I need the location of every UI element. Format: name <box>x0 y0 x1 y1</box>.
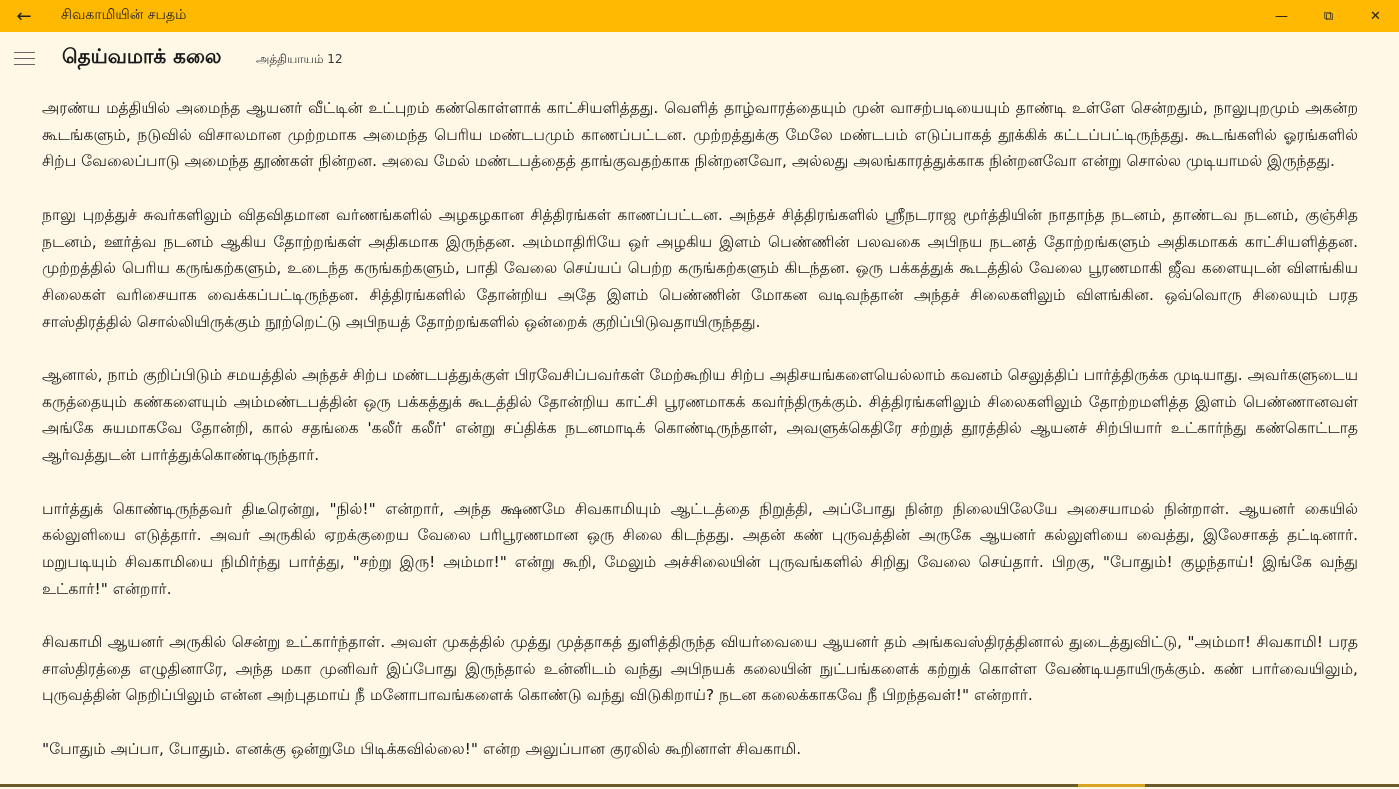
hamburger-menu-icon[interactable] <box>14 52 35 65</box>
minimize-button[interactable] <box>1258 0 1305 32</box>
app-title: சிவகாமியின் சபதம் <box>61 7 187 23</box>
paragraph: அரண்ய மத்தியில் அமைந்த ஆயனர் வீட்டின் உட்புறம் கண்கொள்ளாக் காட்சியளித்தது. வெளித் தாழ்வாரத்தையும் முன் வாசற்படியையும் தாண்டி உள்ளே சென்றதும், நாலுபுறமும் அகன்ற கூடங்களும், நடுவில் விசாலமான முற்றமாக அமைந்த பெரிய மண்டபமும் காணப்பட்டன. முற்றத்துக்கு மேலே மண்டபம் எடுப்பாகத் தூக்கிக் கட்டப்பட்டிருந்தது. கூடங்களில் ஓரங்களில் சிற்ப வேலைப்பாடு அமைந்த தூண்கள் நின்றன. அவை மேல் மண்டபத்தைத் தாங்குவதற்காக நின்றனவோ, அல்லது அலங்காரத்துக்காக நின்றனவோ என்று சொல்ல முடியாமல் இருந்தது. <box>42 99 1358 171</box>
paragraph: "போதும் அப்பா, போதும். எனக்கு ஒன்றுமே பிடிக்கவில்லை!" என்ற அலுப்பான குரலில் கூறினாள் சிவகாமி. <box>42 739 802 758</box>
restore-icon: ⧉ <box>1323 8 1334 24</box>
arrow-left-icon: ← <box>16 5 32 27</box>
paragraph: ஆனால், நாம் குறிப்பிடும் சமயத்தில் அந்தச் சிற்ப மண்டபத்துக்குள் பிரவேசிப்பவர்கள் மேற்கூறிய சிற்ப அதிசயங்களையெல்லாம் கவனம் செலுத்திப் பார்த்திருக்க முடியாது. அவர்களுடைய கருத்தையும் கண்களையும் அம்மண்டபத்தின் ஒரு பக்கத்துக் கூடத்தில் தோன்றிய காட்சி பூரணமாகக் கவர்ந்திருக்கும். சித்திரங்களிலும் சிலைகளிலும் தோற்றமளித்த இளம் பெண்ணானவள் அங்கே சுயமாகவே தோன்றி, கால் சதங்கை 'கலீர் கலீர்' என்று சப்திக்க நடனமாடிக் கொண்டிருந்தாள், அவளுக்கெதிரே சற்றுத் தூரத்தில் ஆயனச் சிற்பியார் உட்கார்ந்து கண்கொட்டாத ஆர்வத்துடன் பார்த்துக்கொண்டிருந்தார். <box>42 366 1358 465</box>
minimize-icon: — <box>1275 8 1288 24</box>
close-icon: ✕ <box>1370 8 1381 24</box>
close-button[interactable] <box>1352 0 1399 32</box>
chapter-content <box>42 95 1358 789</box>
paragraph: நாலு புறத்துச் சுவர்களிலும் விதவிதமான வர்ணங்களில் அழகழகான சித்திரங்கள் காணப்பட்டன. அந்தச் சித்திரங்களில் ஸ்ரீநடராஜ மூர்த்தியின் நாதாந்த நடனம், தாண்டவ நடனம், குஞ்சித நடனம், ஊர்த்வ நடனம் ஆகிய தோற்றங்கள் அதிகமாக இருந்தன. அம்மாதிரியே ஒர் அழகிய இளம் பெண்ணின் பலவகை அபிநய நடனத் தோற்றங்களும் அதிகமாகக் காட்சியளித்தன. முற்றத்தில் பெரிய கருங்கற்களும், உடைந்த கருங்கற்களும், பாதி வேலை செய்யப் பெற்ற கருங்கற்களும் கிடந்தன. ஒரு பக்கத்துக் கூடத்தில் வேலை பூரணமாகி ஜீவ களையுடன் விளங்கிய சிலைகள் வரிசையாக வைக்கப்பட்டிருந்தன. சித்திரங்களில் தோன்றிய அதே இளம் பெண்ணின் மோகன வடிவந்தான் அந்தச் சிலைகளிலும் விளங்கின. ஒவ்வொரு சிலையும் பரத சாஸ்திரத்தில் சொல்லியிருக்கும் நூற்றெட்டு அபிநயத் தோற்றங்களில் ஒன்றைக் குறிப்பிடுவதாயிருந்தது. <box>42 205 1358 331</box>
chapter-header <box>0 32 1399 84</box>
paragraph: பார்த்துக் கொண்டிருந்தவர் திடீரென்று, "நில்!" என்றார், அந்த க்ஷணமே சிவகாமியும் ஆட்டத்தை நிறுத்தி, அப்போது நின்ற நிலையிலேயே அசையாமல் நின்றாள். ஆயனர் கையில் கல்லுளியை எடுத்தார். அவர் அருகில் ஏறக்குறைய வேலை பரிபூரணமான ஒரு சிலை கிடந்தது. அதன் கண் புருவத்தின் அருகே ஆயனர் கல்லுளியை வைத்து, இலேசாகத் தட்டினார். மறுபடியும் சிவகாமியை நிமிர்ந்து பார்த்து, "சற்று இரு! அம்மா!" என்று கூறி, மேலும் அச்சிலையின் புருவங்களில் சிறிது வேலை செய்தார். பிறகு, "போதும்! குழந்தாய்! இங்கே வந்து உட்கார்!" என்றார். <box>42 499 1358 598</box>
paragraph: சிவகாமி ஆயனர் அருகில் சென்று உட்கார்ந்தாள். அவள் முகத்தில் முத்து முத்தாகத் துளித்திருந்த வியர்வையை ஆயனர் தம் அங்கவஸ்திரத்தினால் துடைத்துவிட்டு, "அம்மா! சிவகாமி! பரத சாஸ்திரத்தை எழுதினாரே, அந்த மகா முனிவர் இப்போது இருந்தால் உன்னிடம் வந்து அபிநயக் கலையின் நுட்பங்களைக் கற்றுக் கொள்ள வேண்டியதாயிருக்கும். கண் பார்வையிலும், புருவத்தின் நெறிப்பிலும் என்ன அற்புதமாய் நீ மனோபாவங்களைக் கொண்டு வந்து விடுகிறாய்? நடன கலைக்காகவே நீ பிறந்தவள்!" என்றார். <box>42 633 1358 705</box>
chapter-number: அத்தியாயம் 12 <box>256 52 343 66</box>
chapter-title: தெய்வமாக் கலை <box>62 44 222 68</box>
restore-button[interactable] <box>1305 0 1352 32</box>
back-button[interactable] <box>0 0 48 32</box>
title-bar <box>0 0 1399 32</box>
